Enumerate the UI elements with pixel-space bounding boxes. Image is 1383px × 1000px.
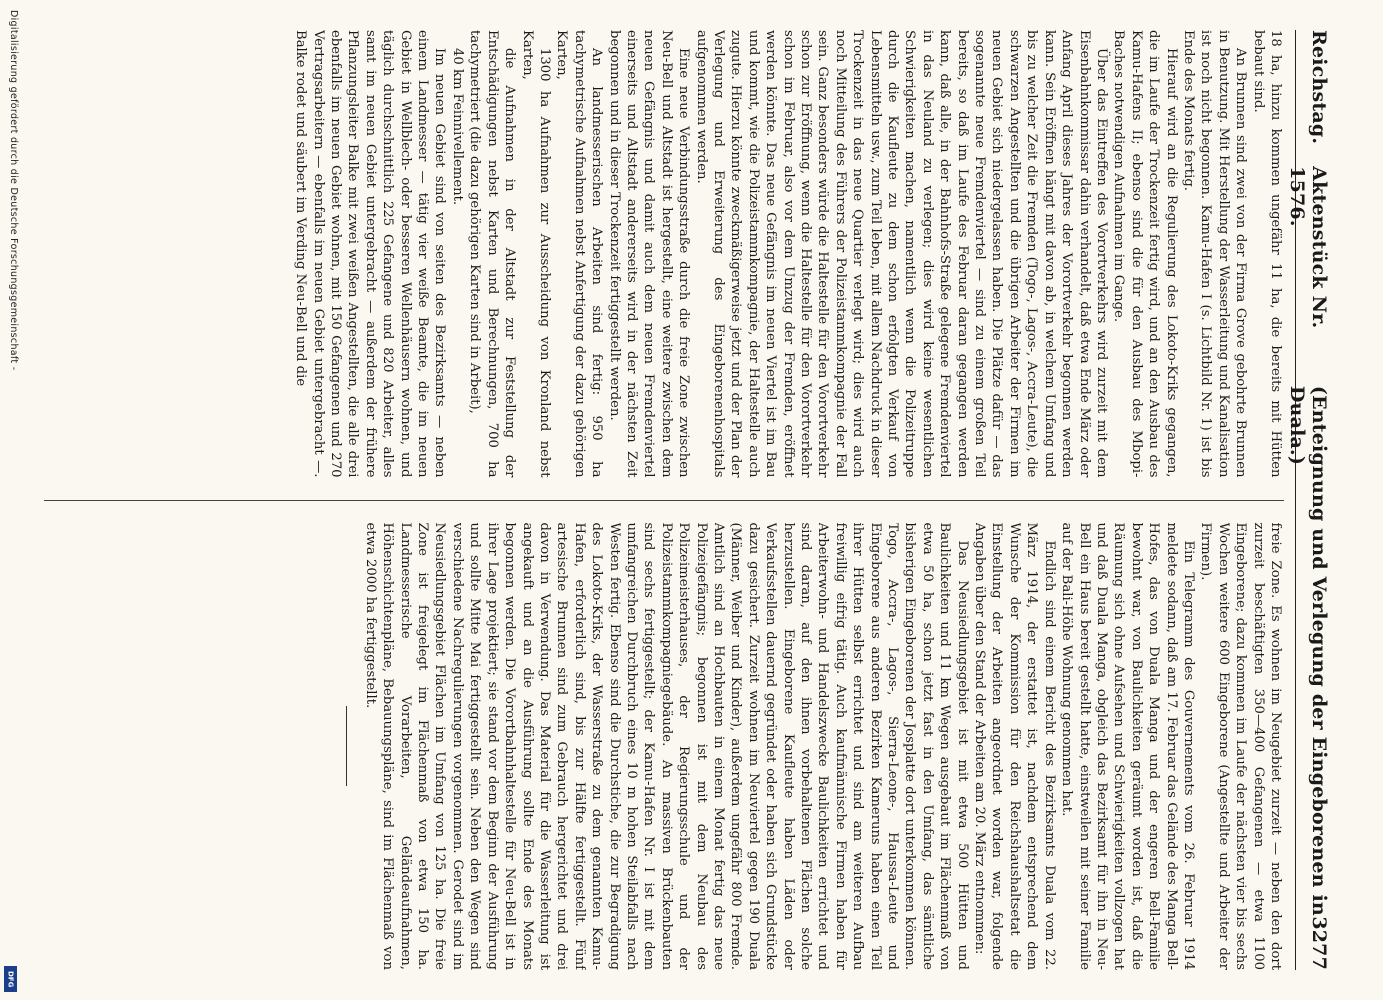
paragraph: Das Neusiedlungsgebiet ist mit etwa 500 Hütten und Baulichkeiten und 11 km Wegen ausgebaut im Flächenmaß von etwa 50 ha, schon jetzt fast in den Umfang, das sämtliche bisherigen Eingeborenen der Josplatte dort unterkommen können. Togo, Accra-, Lagos-, Sierra-Leone-, Haussa-Leute und Eingeborene aus anderen Bezirken Kameruns haben einen Teil ihrer Hütten selbst errichtet und sind am weiteren Aufbau freiwillig eifrig tätig. Auch kaufmännische Firmen haben für Arbeiterwohn- und Handelszwecke Baulichkeiten errichtet und sind daran, auf den ihnen vorbehaltenen Flächen solche herzustellen. Eingeborene Kaufleute haben Läden oder Verkaufsstellen dauernd gegründet oder haben sich Grundstücke dazu gesichert. Zurzeit wohnen im Neuviertel gegen 190 Duala (Männer, Weiber und Kinder), außerdem ungefähr 800 Fremde. Amtlich sind an Hochbauten in einem Monat fertig das neue Polizeigefängnis; begonnen ist mit dem Neubau des Polizeimeisterhauses, der Regierungsschule und der Polizeistammkompagniegebäude. An massiven Brückenbauten sind sechs fertiggestellt; der Kamu-Hafen Nr. I ist mit dem umfangreichen Durchbruch eines 10 m hohen Steilabfalls nach Westen fertig. Ebenso sind die Durchstiche, die zur Begradigung des Lokoto-Kriks, der Wasserstraße zu dem genannten Kamu-Hafen, erforderlich sind, bis zur Hälfte fertiggestellt. Fünf artesische Brunnen sind zum Gebrauch hergerichtet und drei davon in Verwendung. Das Material für die Wasserleitung ist angekauft und an die Ausführung sollte Ende des Monats begonnen werden. Die Vorortbahnhaltestelle für Neu-Bell ist in ihrer Lage projektiert; sie stand vor dem Beginn der Ausführung und sollte Mitte Mai fertiggestellt sein. Neben den Wegen sind verschiedene Nachregulierungen vorgenommen. Gerodet sind im Neusiedlungsgebiet Flächen im Umfang von 125 ha. Die freie Zone ist freigelegt im Flächenmaß von etwa 150 ha. Landmesserische Vorarbeiten, Geländeaufnahmen, Höhenschichtenpläne, Bebauungspläne, sind im Flächenmaß von etwa 2000 ha fertiggestellt. bbox=[362, 522, 970, 970]
dfg-logo-icon: DFG bbox=[4, 966, 17, 992]
rotated-document-page bbox=[40, 30, 1330, 970]
paragraph: Eine neue Verbindungsstraße durch die freie Zone zwischen Neu-Bell und Altstadt ist hergestellt, eine weitere zwischen dem neuen Gefängnis und damit auch dem neuen Fremdenviertel einerseits und Altstadt andererseits wird in der nächsten Zeit begonnen und in dieser Trockenzeit fertiggestellt werden. bbox=[606, 30, 692, 478]
page-header bbox=[1286, 30, 1330, 970]
paragraph: 40 km Feinnivellement. bbox=[449, 48, 465, 206]
paragraph: An landmesserischen Arbeiten sind fertig: 950 ha tachymetrische Aufnahmen nebst Anfertigung der dazu gehörigen Karten, bbox=[554, 30, 605, 478]
paragraph: Über das Eintreffen des Vorortverkehrs wird zurzeit mit dem Eisenbahnkommissar dahin verhandelt, daß etwa Ende März oder Anfang April dieses Jahres der Vorortverkehr begonnen werden kann. Sein Eröffnen hängt mit davon ab, in welchem Umfang und bis zu welcher Zeit die Fremden (Togo-, Lagos-, Accra-Leute), die schwarzen Angestellten und die übrigen Arbeiter der Firmen im neuen Gebiet sich niedergelassen haben. Die Plätze dafür — das sogenannte neue Fremdenviertel — sind zu einem großen Teil bereits, so daß im Laufe des Februar daran gegangen werden kann, daß alle, in der Bahnhofs-Straße gelegene Fremdenviertel in das Neuland zu verlegen; dies wird keine wesentlichen Schwierigkeiten machen, namentlich wenn die Polizeitruppe durch die Kaufleute zu dem schon erfolgten Verkauf von Lebensmitteln usw., zum Teil leben, mit allem Nachdruck in dieser Trockenzeit in das neue Quartier verlegt wird; dies wird auch noch Mitteilung des Führers der Polizeistammkompagnie der Fall sein. Ganz besonders würde die Haltestelle für den Vorortverkehr schon zur Eröffnung, wenn die Haltestelle für den Vorortverkehr schon im Februar, also vor dem Umzug der Fremden, eröffnet werden könnte. Das neue Gefängnis im neuen Viertel ist im Bau und kommt, wie die Polizeistammkompagnie, der Haltestelle auch zugute. Hierzu könnte zweckmäßigerweise jetzt und der Plan der Verlegung und Erweiterung des Eingeborenenhospitals aufgenommen werden. bbox=[693, 30, 1109, 478]
paragraph: Im neuen Gebiet sind von seiten des Bezirksamts — neben einem Landmesser — tätig vier weiße Beamte, die im neuen Gebiet in Wellblech- oder besseren Wellenhäusern wohnen, und täglich durchschnittlich 225 Gefangene und 820 Arbeiter, alles samt im neuen Gebiet untergebracht — außerdem der frühere Pflanzungsleiter Balke mit zwei weißen Angestellten, die alle drei ebenfalls im neuen Gebiet wohnen, mit 150 Gefangenen und 270 Vertragsarbeitern — ebenfalls im neuen Gebiet untergebracht —. Balke rodet und säubert im Verding Neu-Bell und die bbox=[293, 30, 448, 478]
paragraph: Hierauf wird an die Regulierung des Lokoto-Kriks gegangen, die im Laufe der Trockenzeit fertig wird, und an den Ausbau des Kamu-Hafens II; ebenso sind die für den Ausbau des Mbopi-Baches notwendigen Aufnahmen im Gange. bbox=[1111, 30, 1179, 478]
paragraph: 18 ha, hinzu kommen ungefähr 11 ha, die bereits mit Hütten bebaut sind. bbox=[1250, 30, 1283, 478]
paragraph: 1300 ha Aufnahmen zur Ausscheidung von Kronland nebst Karten, bbox=[519, 30, 552, 478]
credit-text: Digitalisierung gefördert durch die Deutsche Forschungsgemeinschaft - bbox=[8, 10, 19, 371]
header-section: Reichstag. bbox=[1308, 30, 1330, 145]
column-left bbox=[44, 30, 1284, 478]
paragraph: An Brunnen sind zwei von der Firma Grove gebohrte Brunnen in Benutzung. Mit Herstellung der Wasserleitung und Kanalisation ist noch nicht begonnen. Kamu-Hafen I (s. Lichtbild Nr. 1) ist bis Ende des Monats fertig. bbox=[1180, 30, 1249, 478]
header-document: Aktenstück Nr. 1576. bbox=[1286, 166, 1330, 329]
paragraph: Endlich sind einem Bericht des Bezirksamts Duala vom 22. März 1914, der erstattet ist, nachdem entsprechend dem Wunsche der Kommission für den Reichshaushaltsetat die Einstellung der Arbeiten angeordnet worden war, folgende Angaben über den Stand der Arbeiten am 20. März entnommen: bbox=[972, 522, 1057, 970]
digitization-credit bbox=[3, 0, 19, 1000]
page-number: 3277 bbox=[1308, 916, 1330, 970]
end-rule bbox=[346, 706, 347, 786]
paragraph: Ein Telegramm des Gouvernements vom 26. Februar 1914 meldete sodann, daß am 17. Februar das Gelände des Manga Bell-Hofes, das von Duala Manga und der engeren Bell-Familie bewohnt war, von Baulichkeiten geräumt worden ist, daß die Räumung sich ohne Aufsehen und Schwierigkeiten vollzogen hat und daß Duala Manga, obgleich das Bezirksamt für ihn in Neu-Bell ein Haus bereit gestellt hatte, einstweilen mit seiner Familie auf der Bali-Höhe Wohnung genommen hat. bbox=[1059, 522, 1196, 970]
column-divider bbox=[44, 500, 1284, 501]
paragraph: freie Zone. Es wohnen im Neugebiet zurzeit — neben den dort zurzeit beschäftigten 350—400 Gefangenen — etwa 1100 Eingeborene; dazu kommen im Laufe der nächsten vier bis sechs Wochen weitere 600 Eingeborene (Angestellte und Arbeiter der Firmen). bbox=[1198, 522, 1283, 970]
column-right bbox=[44, 523, 1284, 971]
header-subject: (Enteignung und Verlegung der Eingeborenen in Duala.) bbox=[1286, 385, 1330, 916]
paragraph: die Aufnahmen in der Altstadt zur Feststellung der Entschädigungen nebst Karten und Berechnungen, 700 ha tachymetriert (die dazu gehörigen Karten sind in Arbeit), bbox=[467, 30, 518, 478]
text-columns bbox=[44, 30, 1284, 970]
